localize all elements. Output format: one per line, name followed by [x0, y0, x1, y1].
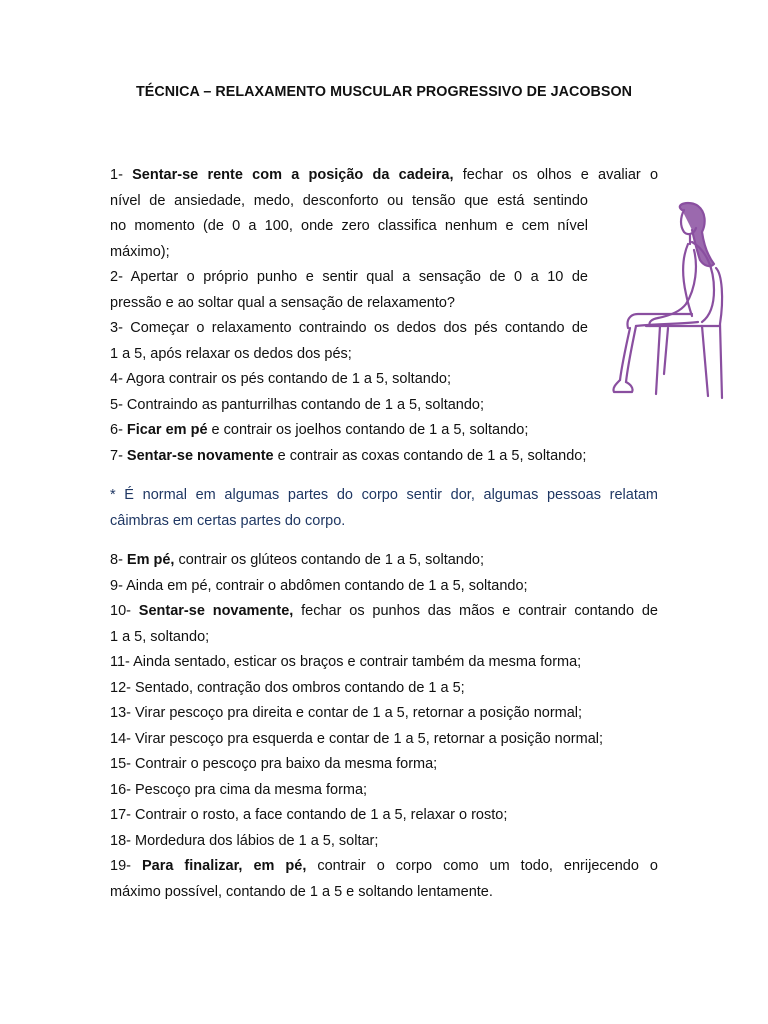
step-12: 12- Sentado, contração dos ombros contando de 1 a 5;: [110, 679, 465, 696]
woman-sitting-on-chair-icon: [602, 198, 734, 408]
step-number: 10-: [110, 603, 139, 619]
step-text: fechar os punhos das mãos e contrair contando de: [293, 603, 658, 619]
step-3-line-1: 3- Começar o relaxamento contraindo os dedos dos pés contando de: [110, 320, 588, 336]
step-emphasis: Ficar em pé: [126, 422, 208, 438]
step-text: contrair os glúteos contando de 1 a 5, soltando;: [174, 552, 485, 568]
note-line-1: * É normal em algumas partes do corpo sentir dor, algumas pessoas relatam: [110, 487, 658, 503]
step-1-line-2: nível de ansiedade, medo, desconforto ou tensão que está sentindo: [110, 192, 588, 209]
step-10-line-1: [110, 599, 658, 625]
step-number: 1-: [110, 167, 133, 183]
step-4: 4- Agora contrair os pés contando de 1 a 5, soltando;: [110, 371, 451, 387]
step-number: 8-: [110, 552, 127, 568]
step-2-line-1: 2- Apertar o próprio punho e sentir qual a sensação de 0 a 10 de: [110, 269, 588, 285]
steps-part-1: [110, 163, 658, 469]
step-10-line-2: 1 a 5, soltando;: [110, 628, 210, 645]
step-emphasis: Sentar-se novamente: [126, 447, 274, 464]
step-6: [110, 418, 658, 444]
step-number: 7-: [110, 447, 127, 464]
step-emphasis: Em pé,: [126, 552, 175, 568]
document-title: TÉCNICA – RELAXAMENTO MUSCULAR PROGRESSIVO DE JACOBSON: [136, 84, 632, 100]
step-3-line-2: 1 a 5, após relaxar os dedos dos pés;: [110, 345, 352, 362]
step-19-line-1: [110, 854, 658, 880]
step-11: 11- Ainda sentado, esticar os braços e contrair também da mesma forma;: [110, 654, 582, 670]
step-17: 17- Contrair o rosto, a face contando de 1 a 5, relaxar o rosto;: [110, 807, 508, 823]
step-19-line-2: máximo possível, contando de 1 a 5 e soltando lentamente.: [110, 883, 493, 900]
note-line-2: câimbras em certas partes do corpo.: [110, 512, 346, 529]
step-14: 14- Virar pescoço pra esquerda e contar de 1 a 5, retornar a posição normal;: [110, 730, 604, 747]
step-number: 6-: [110, 422, 127, 438]
step-emphasis: Sentar-se novamente,: [138, 603, 294, 619]
step-emphasis: Sentar-se rente com a posição da cadeira,: [132, 167, 454, 183]
step-13: 13- Virar pescoço pra direita e contar de 1 a 5, retornar a posição normal;: [110, 705, 583, 721]
step-5: 5- Contraindo as panturrilhas contando de 1 a 5, soltando;: [110, 396, 485, 413]
step-text: e contrair as coxas contando de 1 a 5, soltando;: [273, 447, 587, 464]
step-1-line-4: máximo);: [110, 243, 170, 260]
step-15: 15- Contrair o pescoço pra baixo da mesma forma;: [110, 756, 438, 772]
step-emphasis: Para finalizar, em pé,: [141, 858, 307, 874]
step-7: [110, 444, 658, 470]
step-8: [110, 548, 658, 574]
step-1-line-3: no momento (de 0 a 100, onde zero classifica nenhum e cem nível: [110, 218, 588, 234]
step-18: 18- Mordedura dos lábios de 1 a 5, soltar;: [110, 832, 379, 849]
step-1-line-1: [110, 163, 658, 189]
step-text: e contrair os joelhos contando de 1 a 5, soltando;: [207, 422, 529, 438]
step-number: 19-: [110, 858, 142, 874]
steps-part-2: [110, 548, 658, 905]
step-16: 16- Pescoço pra cima da mesma forma;: [110, 781, 368, 798]
note-paragraph: [110, 483, 658, 534]
step-9: 9- Ainda em pé, contrair o abdômen contando de 1 a 5, soltando;: [110, 577, 528, 594]
step-text: contrair o corpo como um todo, enrijecendo o: [306, 858, 658, 874]
step-2-line-2: pressão e ao soltar qual a sensação de relaxamento?: [110, 294, 455, 311]
step-text: fechar os olhos e avaliar o: [453, 167, 659, 183]
